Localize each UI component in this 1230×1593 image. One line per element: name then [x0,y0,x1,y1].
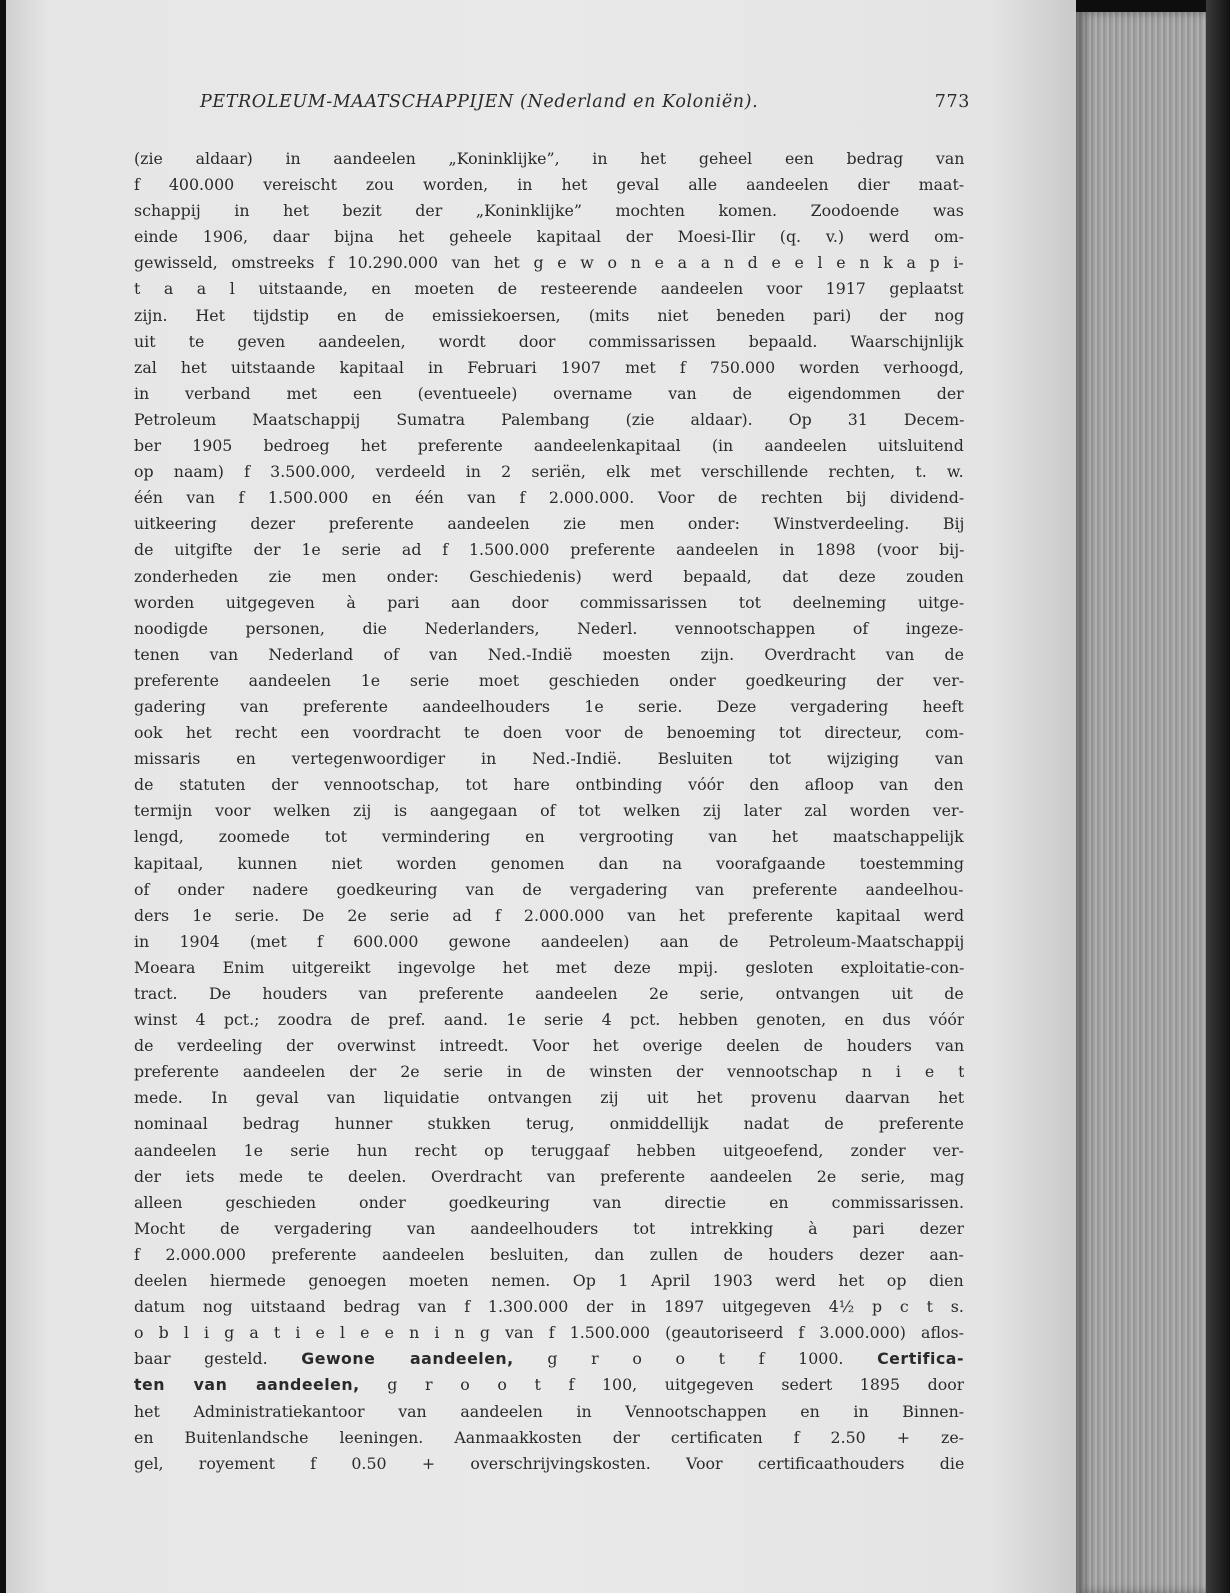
text-line: en Buitenlandsche leeningen. Aanmaakkosten der certificaten f 2.50 + ze- [134,1427,964,1447]
text-line: gadering van preferente aandeelhouders 1e serie. Deze vergadering heeft [134,696,964,716]
page-edges [1076,12,1206,1593]
page-header [200,92,970,122]
text-line: in 1904 (met f 600.000 gewone aandeelen) aan de Petroleum-Maatschappij [134,931,964,951]
text-line: het Administratiekantoor van aandeelen in Vennootschappen en in Binnen- [134,1401,964,1421]
text-line: noodigde personen, die Nederlanders, Nederl. vennootschappen of ingeze- [134,618,964,638]
text-line: uit te geven aandeelen, wordt door commissarissen bepaald. Waarschijnlijk [134,331,964,351]
text-line: lengd, zoomede tot vermindering en vergrooting van het maatschappelijk [134,827,964,847]
text-line: één van f 1.500.000 en één van f 2.000.000. Voor de rechten bij dividend- [134,488,964,508]
inline-heading-gewone-aandeelen: Gewone aandeelen, [301,1349,514,1369]
text-line: mede. In geval van liquidatie ontvangen zij uit het provenu daarvan het [134,1088,964,1108]
text-line: zijn. Het tijdstip en de emissiekoersen, (mits niet beneden pari) der nog [134,305,964,325]
text-line: ders 1e serie. De 2e serie ad f 2.000.000 van het preferente kapitaal werd [134,905,964,925]
text-line: Moeara Enim uitgereikt ingevolge het met deze mpij. gesloten exploitatie-con- [134,957,964,977]
text-line: de verdeeling der overwinst intreedt. Voor het overige deelen de houders van [134,1036,964,1056]
text-line-with-heading [134,1372,964,1398]
text-line: aandeelen 1e serie hun recht op teruggaaf hebben uitgeoefend, zonder ver- [134,1140,964,1160]
text-line: der iets mede te deelen. Overdracht van preferente aandeelen 2e serie, mag [134,1166,964,1186]
text-line: o b l i g a t i e l e e n i n g van f 1.500.000 (geautoriseerd f 3.000.000) aflos- [134,1323,964,1343]
text-line: deelen hiermede genoegen moeten nemen. Op 1 April 1903 werd het op dien [134,1271,964,1291]
inline-heading-certificaten: Certifica- [877,1349,964,1369]
running-head: PETROLEUM-MAATSCHAPPIJEN (Nederland en Koloniën). [200,92,759,112]
text-line: winst 4 pct.; zoodra de pref. aand. 1e serie 4 pct. hebben genoten, en dus vóór [134,1010,964,1030]
text-line: preferente aandeelen 1e serie moet geschieden onder goedkeuring der ver- [134,670,964,690]
text-line: op naam) f 3.500.000, verdeeld in 2 seriën, elk met verschillende rechten, t. w. [134,462,964,482]
text-line: preferente aandeelen der 2e serie in de winsten der vennootschap n i e t [134,1062,964,1082]
text-line: zonderheden zie men onder: Geschiedenis) werd bepaald, dat deze zouden [134,566,964,586]
text-fragment: baar gesteld. [134,1349,268,1369]
text-line: nominaal bedrag hunner stukken terug, onmiddellijk nadat de preferente [134,1114,964,1134]
binding-shadow [1206,0,1230,1593]
text-line: Mocht de vergadering van aandeelhouders tot intrekking à pari dezer [134,1218,964,1238]
text-line: f 400.000 vereischt zou worden, in het geval alle aandeelen dier maat- [134,175,964,195]
text-line: schappij in het bezit der „Koninklijke” mochten komen. Zoodoende was [134,201,964,221]
text-line: in verband met een (eventueele) overname van de eigendommen der [134,383,964,403]
text-line: ber 1905 bedroeg het preferente aandeelenkapitaal (in aandeelen uitsluitend [134,436,964,456]
text-line: tract. De houders van preferente aandeelen 2e serie, ontvangen uit de [134,984,964,1003]
text-fragment: g r o o t f 100, uitgegeven sedert 1895 door [387,1375,964,1395]
text-line: t a a l uitstaande, en moeten de resteerende aandeelen voor 1917 geplaatst [134,279,964,299]
page-number: 773 [934,92,970,112]
text-line: tenen van Nederland of van Ned.-Indië moesten zijn. Overdracht van de [134,644,964,664]
text-line: datum nog uitstaand bedrag van f 1.300.000 der in 1897 uitgegeven 4½ p c t s. [134,1297,964,1317]
text-line: uitkeering dezer preferente aandeelen zie men onder: Winstverdeeling. Bij [134,514,964,534]
inline-heading-certificaten-cont: ten van aandeelen, [134,1375,360,1395]
text-line: f 2.000.000 preferente aandeelen besluiten, dan zullen de houders dezer aan- [134,1244,964,1264]
text-line: termijn voor welken zij is aangegaan of tot welken zij later zal worden ver- [134,801,964,821]
text-line: zal het uitstaande kapitaal in Februari 1907 met f 750.000 worden verhoogd, [134,357,964,377]
text-line: Petroleum Maatschappij Sumatra Palembang (zie aldaar). Op 31 Decem- [134,409,964,429]
text-line: ook het recht een voordracht te doen voor de benoeming tot directeur, com- [134,723,964,743]
text-line: worden uitgegeven à pari aan door commissarissen tot deelneming uitge- [134,592,964,612]
text-line: de statuten der vennootschap, tot hare ontbinding vóór den afloop van den [134,775,964,795]
text-line: of onder nadere goedkeuring van de vergadering van preferente aandeelhou- [134,879,964,899]
text-line: gewisseld, omstreeks f 10.290.000 van het g e w o n e a a n d e e l e n k a p i- [134,253,964,273]
text-line: alleen geschieden onder goedkeuring van directie en commissarissen. [134,1192,964,1212]
text-fragment: g r o o t f 1000. [547,1349,844,1369]
text-line: gel, royement f 0.50 + overschrijvingskosten. Voor certificaathouders die [134,1453,964,1473]
text-line-with-heading [134,1346,964,1372]
text-line: kapitaal, kunnen niet worden genomen dan na voorafgaande toestemming [134,853,964,873]
text-line: missaris en vertegenwoordiger in Ned.-Indië. Besluiten tot wijziging van [134,749,964,769]
text-line: de uitgifte der 1e serie ad f 1.500.000 preferente aandeelen in 1898 (voor bij- [134,540,964,560]
text-line: einde 1906, daar bijna het geheele kapitaal der Moesi-Ilir (q. v.) werd om- [134,227,964,247]
text-line: (zie aldaar) in aandeelen „Koninklijke”, in het geheel een bedrag van [134,149,964,168]
body-text [134,146,964,1477]
